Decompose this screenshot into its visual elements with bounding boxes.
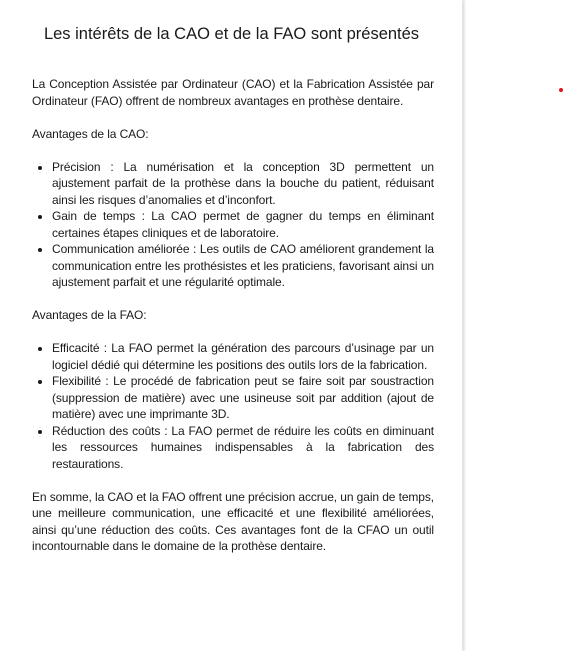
list-item: • Communication améliorée : Les outils de CAO améliorent grandement la communication entre les prothésistes et les praticiens, favorisant ainsi un ajustement parfait et une régularité optimale. [52,241,434,291]
list-item: • Efficacité : La FAO permet la génération des parcours d’usinage par un logiciel dédié qui détermine les positions des outils lors de la fabrication. [52,340,434,373]
page-title: Les intérêts de la CAO et de la FAO sont présentés [43,25,420,43]
document-body [32,76,434,571]
red-dot-marker [559,88,563,92]
list-item: • Précision : La numérisation et la conception 3D permettent un ajustement parfait de la prothèse dans la bouche du patient, réduisant ainsi les risques d’anomalies et d’inconfort. [52,159,434,209]
intro-paragraph: La Conception Assistée par Ordinateur (CAO) et la Fabrication Assistée par Ordinateur (FAO) offrent de nombreux avantages en prothèse dentaire. [32,77,434,108]
side-margin [468,0,564,651]
list-item: • Gain de temps : La CAO permet de gagner du temps en éliminant certaines étapes cliniques et de laboratoire. [52,208,434,241]
list-item: • Réduction des coûts : La FAO permet de réduire les coûts en diminuant les ressources humaines indispensables à la fabrication des restaurations. [52,423,434,473]
fao-list [32,340,434,472]
fao-heading: Avantages de la FAO: [32,308,147,322]
list-item: • Flexibilité : Le procédé de fabrication peut se faire soit par soustraction (suppression de matière) avec une usineuse soit par addition (ajout de matière) avec une imprimante 3D. [52,373,434,423]
cao-list [32,159,434,291]
cao-heading: Avantages de la CAO: [32,126,149,141]
conclusion-paragraph: En somme, la CAO et la FAO offrent une précision accrue, un gain de temps, une meilleure communication, une efficacité et une flexibilité améliorées, ainsi qu’une réduction des coûts. Ces avantages font de la CFAO un outil incontournable dans le domaine de la prothèse dentaire. [32,489,434,553]
